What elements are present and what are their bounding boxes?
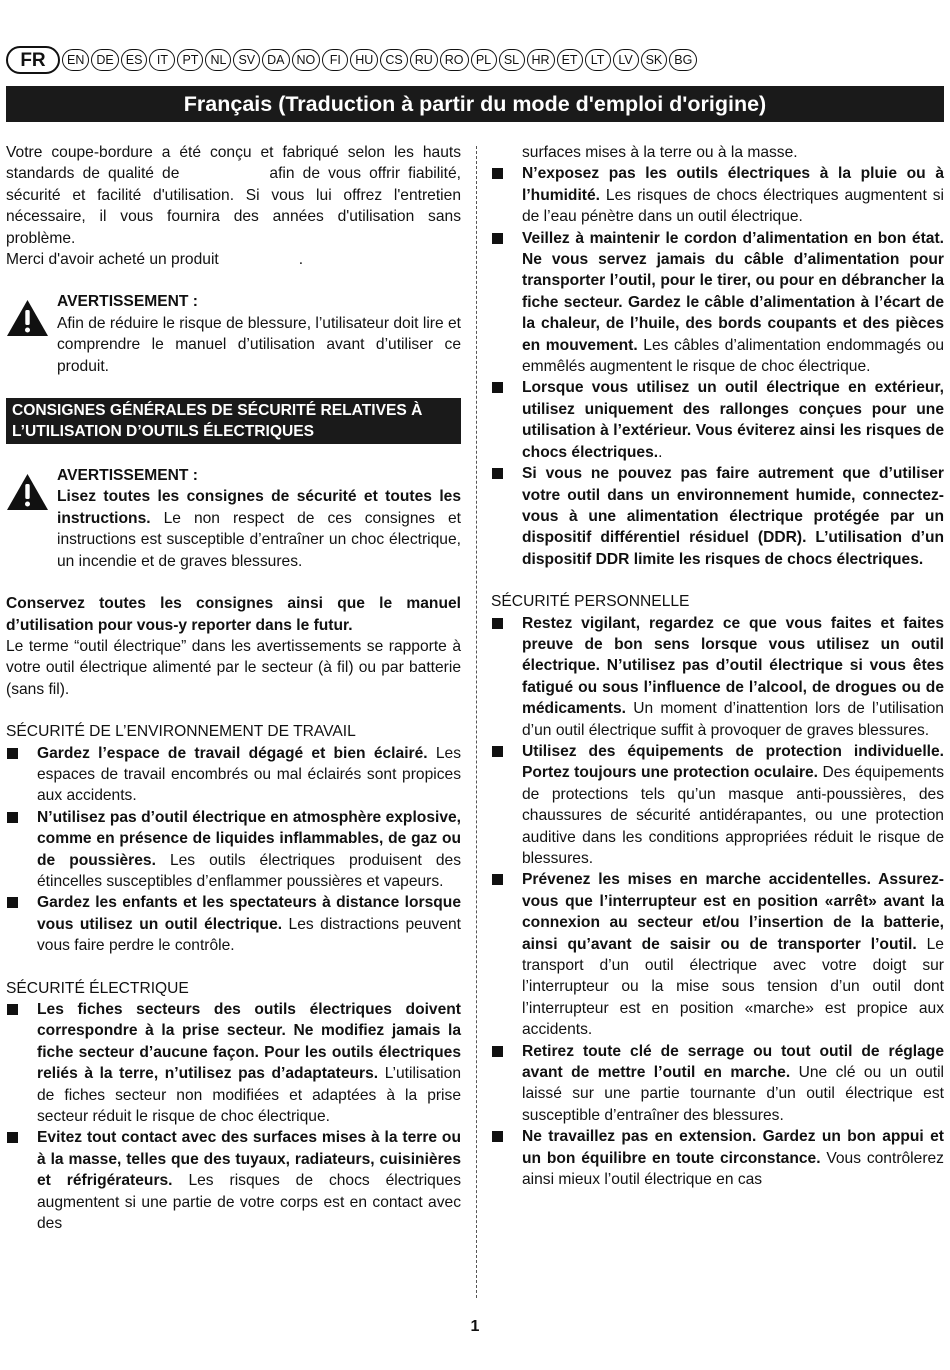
warning-triangle-icon: [6, 299, 49, 337]
electrical-safety-list-cont: [491, 163, 944, 570]
intro-paragraph: Votre coupe-bordure a été conçu et fabriqué selon les hauts standards de qualité de afin de vous offrir fiabilité, sécurité et facilité d'utilisation. Si vous lui offrez l'entretien nécessaire, il vous fournira des années d'utilisation sans problème.: [6, 144, 461, 247]
list-item: Si vous ne pouvez pas faire autrement que d’utiliser votre outil dans un environnement humide, connectez-vous à une alimentation électrique protégée par un dispositif différentiel résiduel (DDR). L’utilisation d’un dispositif DDR limite les risques de chocs électriques.: [491, 463, 944, 570]
term-definition-text: Le terme “outil électrique” dans les avertissements se rapporte à votre outil électrique alimenté par le secteur (à fil) ou par batterie (sans fil).: [6, 637, 461, 698]
language-pl: PL: [471, 49, 497, 71]
list-item: N’utilisez pas d’outil électrique en atmosphère explosive, comme en présence de liquides inflammables, de gaz ou de poussières. Les outils électriques produisent des étincelles susceptibles d’enflammer poussières et vapeurs.: [6, 807, 461, 893]
language-no: NO: [292, 49, 321, 71]
list-item: Gardez les enfants et les spectateurs à distance lorsque vous utilisez un outil électrique. Les distractions peuvent vous faire perdre le contrôle.: [6, 892, 461, 956]
thanks-paragraph: Merci d'avoir acheté un produit .: [6, 251, 304, 269]
warning-block-1: [6, 291, 461, 377]
work-area-list: [6, 743, 461, 957]
personal-safety-list: [491, 613, 944, 1191]
warning-title: AVERTISSEMENT :: [57, 467, 198, 485]
language-et: ET: [557, 49, 583, 71]
warning-block-2: [6, 465, 461, 572]
list-item: Gardez l’espace de travail dégagé et bien éclairé. Les espaces de travail encombrés ou mal éclairés sont propices aux accidents.: [6, 743, 461, 807]
language-bg: BG: [669, 49, 697, 71]
language-lt: LT: [585, 49, 611, 71]
continued-text: surfaces mises à la terre ou à la masse.: [522, 144, 798, 161]
language-pt: PT: [177, 49, 203, 71]
language-hr: HR: [527, 49, 555, 71]
page-title-banner: Français (Traduction à partir du mode d'emploi d'origine): [6, 86, 944, 122]
language-cs: CS: [380, 49, 407, 71]
list-item: Retirez toute clé de serrage ou tout outil de réglage avant de mettre l’outil en marche. Une clé ou un outil laissé sur une partie tournante d’un outil électrique est susceptible d’entraîner des blessures.: [491, 1041, 944, 1127]
column-divider: [476, 146, 477, 1298]
left-column: [6, 142, 461, 1234]
language-nl: NL: [205, 49, 231, 71]
warning-text: Afin de réduire le risque de blessure, l’utilisateur doit lire et comprendre le manuel d’utilisation avant d’utiliser ce produit.: [57, 314, 461, 375]
language-lv: LV: [613, 49, 639, 71]
language-sv: SV: [233, 49, 260, 71]
list-item: N’exposez pas les outils électriques à la pluie ou à l’humidité. Les risques de chocs électriques augmentent si de l’eau pénètre dans un outil électrique.: [491, 163, 944, 227]
language-it: IT: [149, 49, 175, 71]
warning-triangle-icon: [6, 473, 49, 511]
list-item: Lorsque vous utilisez un outil électrique en extérieur, utilisez uniquement des rallonges conçues pour une utilisation à l’extérieur. Vous éviterez ainsi les risques de chocs électriques..: [491, 377, 944, 463]
list-item: Les fiches secteurs des outils électriques doivent correspondre à la prise secteur. Ne modifiez jamais la fiche secteur d’aucune façon. Pour les outils électriques reliés à la terre, n’utilisez pas d’adaptateurs. L’utilisation de fiches secteur non modifiées et adaptées à la prise secteur réduit le risque de choc électrique.: [6, 999, 461, 1127]
language-fr-active: FR: [6, 46, 60, 74]
list-item: Utilisez des équipements de protection individuelle. Portez toujours une protection oculaire. Des équipements de protections tels qu’un masque anti-poussières, des chaussures de sécurité antidérapantes, ou une protection auditive dans les conditions appropriées réduit le risque de blessures.: [491, 741, 944, 869]
language-es: ES: [121, 49, 148, 71]
language-selector: [6, 46, 697, 74]
language-da: DA: [262, 49, 289, 71]
language-en: EN: [62, 49, 89, 71]
list-item: Veillez à maintenir le cordon d’alimentation en bon état. Ne vous servez jamais du câble d’alimentation pour transporter l’outil, pour le tirer, ou pour en débrancher la fiche secteur. Gardez le câble d’alimentation à l’écart de la chaleur, de l’huile, des bords coupants et des pièces en mouvement. Les câbles d’alimentation endommagés ou emmêlés augmentent le risque de choc électrique.: [491, 228, 944, 378]
electrical-safety-list: [6, 999, 461, 1234]
personal-safety-heading: SÉCURITÉ PERSONNELLE: [491, 593, 690, 611]
language-de: DE: [91, 49, 118, 71]
work-area-heading: SÉCURITÉ DE L’ENVIRONNEMENT DE TRAVAIL: [6, 723, 356, 741]
list-item: Ne travaillez pas en extension. Gardez un bon appui et un bon équilibre en toute circonstance. Vous contrôlerez ainsi mieux l’outil électrique en cas: [491, 1126, 944, 1190]
section-heading-general-safety: CONSIGNES GÉNÉRALES DE SÉCURITÉ RELATIVES À L’UTILISATION D’OUTILS ÉLECTRIQUES: [6, 398, 461, 444]
list-item: Restez vigilant, regardez ce que vous faites et faites preuve de bon sens lorsque vous utilisez un outil électrique. N’utilisez pas d’outil électrique si vous êtes fatigué ou sous l’influence de l’alcool, de drogues ou de médicaments. Un moment d’inattention lors de l’utilisation d’un outil électrique suffit à provoquer de graves blessures.: [491, 613, 944, 741]
language-sk: SK: [641, 49, 668, 71]
electrical-safety-heading: SÉCURITÉ ÉLECTRIQUE: [6, 979, 189, 997]
language-ru: RU: [410, 49, 438, 71]
list-item: Evitez tout contact avec des surfaces mises à la terre ou à la masse, telles que des tuyaux, radiateurs, cuisinières et réfrigérateurs. Les risques de chocs électriques augmentent si une partie de votre corps est en contact avec des: [6, 1127, 461, 1234]
warning-title: AVERTISSEMENT :: [57, 293, 198, 311]
right-column: [491, 142, 944, 1191]
list-item: Prévenez les mises en marche accidentelles. Assurez-vous que l’interrupteur est en position «arrêt» avant la connexion au secteur et/ou l’insertion de la batterie, ainsi qu’avant de saisir ou de transporter l’outil. Le transport d’un outil électrique avec votre doigt sur l’interrupteur ou la mise sous tension d’un outil dont l’interrupteur est en position «marche» est propice aux accidents.: [491, 869, 944, 1040]
warning-text: Lisez toutes les consignes de sécurité et toutes les instructions. Le non respect de ces consignes et instructions est susceptible d’entraîner un choc électrique, un incendie et de graves blessures.: [57, 488, 461, 570]
keep-instructions-text: Conservez toutes les consignes ainsi que le manuel d’utilisation pour vous-y reporter dans le futur.: [6, 595, 461, 634]
language-ro: RO: [440, 49, 469, 71]
language-hu: HU: [350, 49, 378, 71]
language-fi: FI: [322, 49, 348, 71]
page-number: 1: [470, 1318, 480, 1335]
language-sl: SL: [499, 49, 525, 71]
